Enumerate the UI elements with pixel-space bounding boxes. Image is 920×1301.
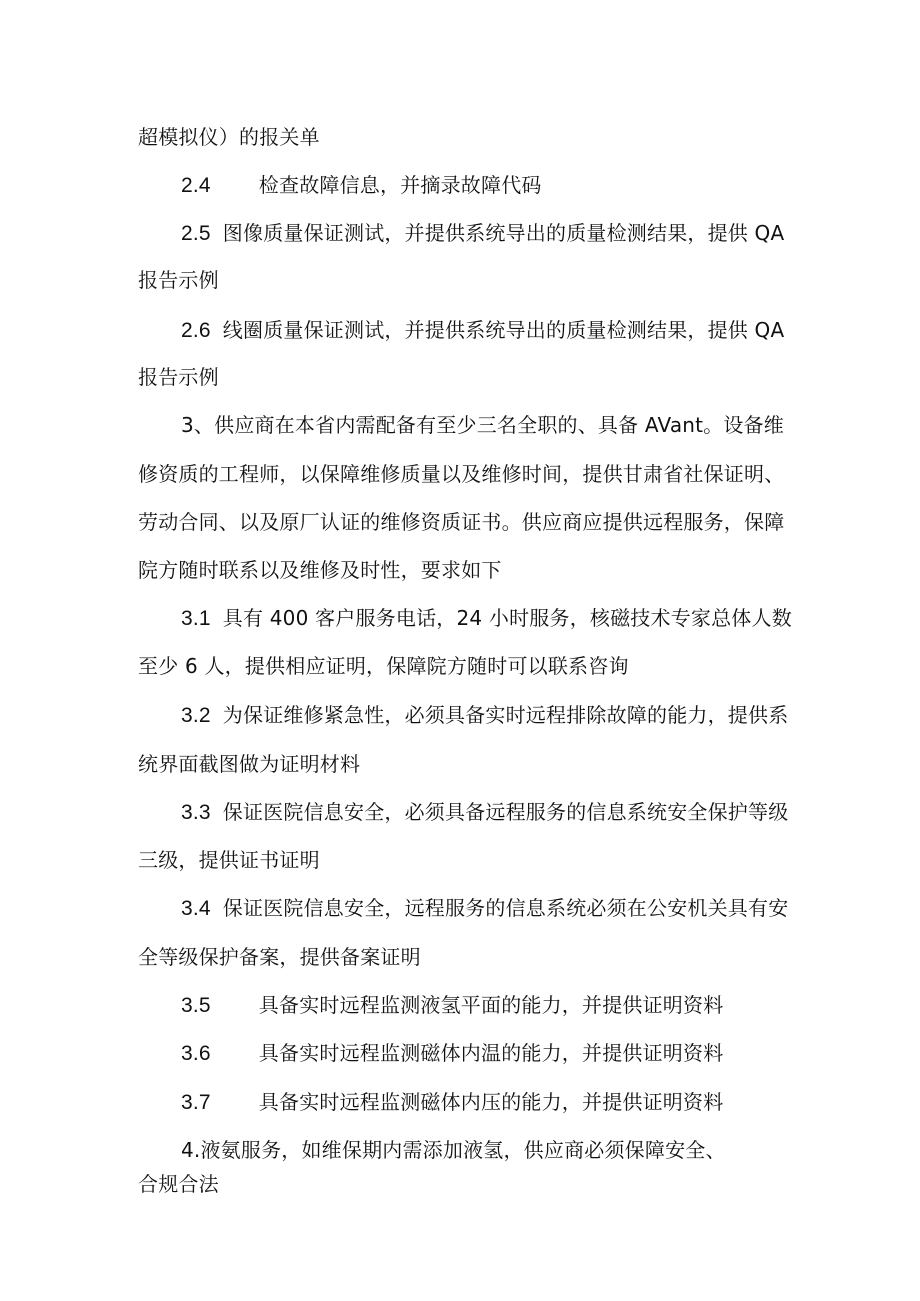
item-number: 3.2: [181, 704, 211, 727]
item-number: 2.4: [181, 174, 211, 197]
paragraph-line: [138, 1171, 219, 1197]
numbered-item: [181, 317, 784, 344]
item-continuation: [138, 944, 421, 970]
numbered-item: [181, 799, 788, 826]
paragraph-text: 劳动合同、以及原厂认证的维修资质证书。供应商应提供远程服务，保障: [138, 510, 785, 534]
numbered-item: [181, 172, 542, 199]
item-text: 保证医院信息安全，必须具备远程服务的信息系统安全保护等级: [222, 800, 789, 824]
item-text: 保证医院信息安全，远程服务的信息系统必须在公安机关具有安: [222, 896, 789, 920]
item-continuation: [138, 364, 219, 390]
item-number: 3.4: [181, 897, 211, 920]
item-continuation: [138, 847, 320, 873]
item-number: 2.5: [181, 222, 211, 245]
item-continuation: [138, 267, 219, 293]
numbered-item: [181, 895, 788, 922]
item-text: 检查故障信息，并摘录故障代码: [258, 173, 542, 197]
numbered-item: [181, 992, 723, 1019]
paragraph-text: 4.液氨服务，如维保期内需添加液氢，供应商必须保障安全、: [181, 1138, 726, 1162]
item-number: 3.1: [181, 607, 211, 630]
item-text: 为保证维修紧急性，必须具备实时远程排除故障的能力，提供系: [222, 703, 789, 727]
item-text-cont: 全等级保护备案，提供备案证明: [138, 945, 421, 969]
paragraph-text: 院方随时联系以及维修及时性，要求如下: [138, 558, 502, 582]
item-text-cont: 至少 6 人，提供相应证明，保障院方随时可以联系咨询: [138, 654, 629, 678]
item-text-cont: 报告示例: [138, 268, 219, 292]
item-number: 2.6: [181, 319, 211, 342]
numbered-item: [181, 605, 792, 632]
numbered-item: [181, 220, 784, 247]
item-text: 具备实时远程监测磁体内压的能力，并提供证明资料: [258, 1090, 724, 1114]
item-number: 3.5: [181, 994, 211, 1017]
paragraph-text: 合规合法: [138, 1172, 219, 1196]
paragraph-line: [138, 509, 784, 535]
item-number: 3.3: [181, 801, 211, 824]
numbered-item: [181, 1040, 723, 1067]
item-text: 图像质量保证测试，并提供系统导出的质量检测结果，提供 QA: [222, 221, 785, 245]
paragraph-text: 超模拟仪）的报关单: [138, 125, 320, 149]
item-number: 3.7: [181, 1091, 211, 1114]
numbered-item: [181, 1089, 723, 1116]
section-paragraph: [181, 1137, 726, 1163]
item-text: 具有 400 客户服务电话，24 小时服务，核磁技术专家总体人数: [222, 606, 792, 630]
item-text-cont: 三级，提供证书证明: [138, 848, 320, 872]
item-text-cont: 统界面截图做为证明材料: [138, 752, 361, 776]
numbered-item: [181, 702, 788, 729]
item-text: 具备实时远程监测磁体内温的能力，并提供证明资料: [258, 1041, 724, 1065]
item-continuation: [138, 751, 360, 777]
item-text: 线圈质量保证测试，并提供系统导出的质量检测结果，提供 QA: [222, 318, 785, 342]
paragraph-continuation: [138, 124, 320, 150]
paragraph-line: [138, 461, 784, 487]
item-text: 具备实时远程监测液氢平面的能力，并提供证明资料: [258, 993, 724, 1017]
paragraph-text: 修资质的工程师，以保障维修质量以及维修时间，提供甘肃省社保证明、: [138, 462, 785, 486]
section-paragraph: [181, 412, 784, 438]
item-text-cont: 报告示例: [138, 365, 219, 389]
item-continuation: [138, 653, 629, 679]
item-number: 3.6: [181, 1042, 211, 1065]
paragraph-text: 3、供应商在本省内需配备有至少三名全职的、具备 AVant。设备维: [181, 413, 784, 437]
paragraph-line: [138, 557, 502, 583]
